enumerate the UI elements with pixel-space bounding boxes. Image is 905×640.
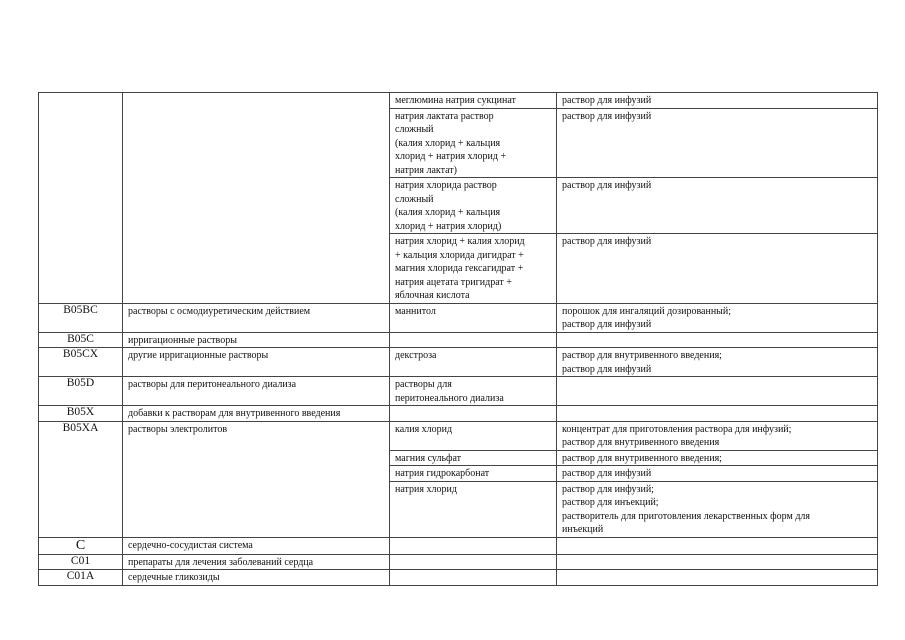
atc-code-cell: B05XA <box>39 421 123 537</box>
atc-code-cell: B05BC <box>39 303 123 332</box>
atc-code-cell: C <box>39 537 123 554</box>
drug-name-cell: магния сульфат <box>390 450 557 466</box>
atc-code-cell: B05CX <box>39 348 123 377</box>
drug-name-cell <box>390 570 557 586</box>
group-name-cell: растворы для перитонеального диализа <box>123 377 390 406</box>
drug-name-cell: натрия хлорид + калия хлорид + кальция хлорида дигидрат + магния хлорида гексагидрат + натрия ацетата тригидрат + яблочная кислота <box>390 234 557 304</box>
group-name-cell: растворы с осмодиуретическим действием <box>123 303 390 332</box>
group-name-cell: другие ирригационные растворы <box>123 348 390 377</box>
group-name-cell: ирригационные растворы <box>123 332 390 348</box>
drug-name-cell: натрия хлорид <box>390 481 557 537</box>
drug-name-cell: натрия хлорида раствор сложный (калия хлорид + кальция хлорид + натрия хлорид) <box>390 178 557 234</box>
drug-name-cell: меглюмина натрия сукцинат <box>390 93 557 109</box>
drug-name-cell <box>390 406 557 422</box>
drug-name-cell: натрия гидрокарбонат <box>390 466 557 482</box>
dosage-form-cell <box>557 332 878 348</box>
dosage-form-cell <box>557 554 878 570</box>
dosage-form-cell: раствор для инфузий <box>557 178 878 234</box>
table-row <box>39 421 878 450</box>
table-row <box>39 348 878 377</box>
dosage-form-cell: раствор для инфузий <box>557 466 878 482</box>
drug-name-cell <box>390 554 557 570</box>
dosage-form-cell: раствор для внутривенного введения; раствор для инфузий <box>557 348 878 377</box>
dosage-form-cell: раствор для внутривенного введения; <box>557 450 878 466</box>
table-row <box>39 406 878 422</box>
atc-code-cell: C01 <box>39 554 123 570</box>
dosage-form-cell: раствор для инфузий; раствор для инъекций; растворитель для приготовления лекарственных форм для инъекций <box>557 481 878 537</box>
dosage-form-cell <box>557 570 878 586</box>
drug-name-cell: калия хлорид <box>390 421 557 450</box>
group-name-cell: сердечно-сосудистая система <box>123 537 390 554</box>
drug-name-cell: натрия лактата раствор сложный (калия хлорид + кальция хлорид + натрия хлорид + натрия лактат) <box>390 108 557 178</box>
table-row <box>39 303 878 332</box>
table-row <box>39 332 878 348</box>
group-name-cell: препараты для лечения заболеваний сердца <box>123 554 390 570</box>
drug-name-cell: растворы для перитонеального диализа <box>390 377 557 406</box>
drug-table <box>38 92 878 586</box>
table-row <box>39 554 878 570</box>
group-name-cell <box>123 93 390 304</box>
dosage-form-cell <box>557 406 878 422</box>
table-row <box>39 93 878 109</box>
drug-name-cell: декстроза <box>390 348 557 377</box>
atc-code-cell: B05D <box>39 377 123 406</box>
atc-code-cell: B05C <box>39 332 123 348</box>
dosage-form-cell <box>557 377 878 406</box>
atc-code-cell <box>39 93 123 304</box>
dosage-form-cell: порошок для ингаляций дозированный; раствор для инфузий <box>557 303 878 332</box>
group-name-cell: добавки к растворам для внутривенного введения <box>123 406 390 422</box>
drug-name-cell <box>390 537 557 554</box>
dosage-form-cell: раствор для инфузий <box>557 108 878 178</box>
drug-name-cell <box>390 332 557 348</box>
drug-name-cell: маннитол <box>390 303 557 332</box>
dosage-form-cell <box>557 537 878 554</box>
group-name-cell: растворы электролитов <box>123 421 390 537</box>
dosage-form-cell: раствор для инфузий <box>557 93 878 109</box>
table-row <box>39 377 878 406</box>
group-name-cell: сердечные гликозиды <box>123 570 390 586</box>
atc-code-cell: C01A <box>39 570 123 586</box>
atc-code-cell: B05X <box>39 406 123 422</box>
table-row <box>39 570 878 586</box>
dosage-form-cell: концентрат для приготовления раствора для инфузий; раствор для внутривенного введения <box>557 421 878 450</box>
dosage-form-cell: раствор для инфузий <box>557 234 878 304</box>
table-row <box>39 537 878 554</box>
